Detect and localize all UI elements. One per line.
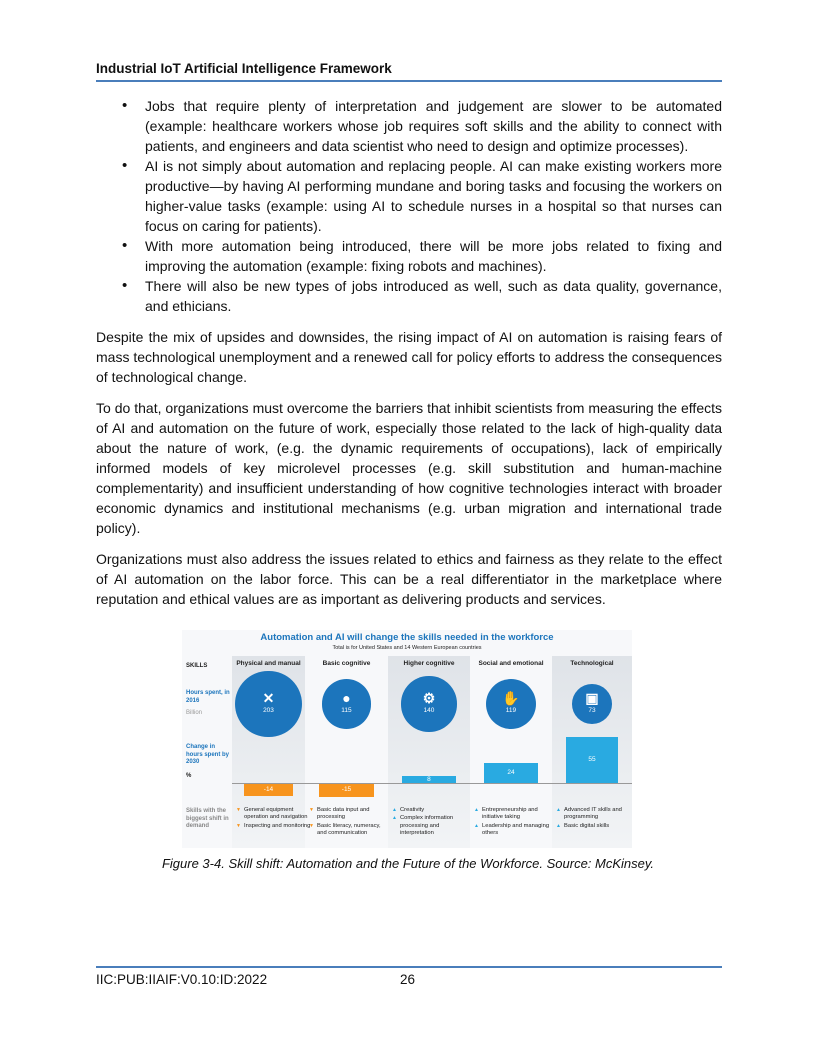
- hours-value: 203: [263, 706, 274, 714]
- hours-value: 119: [505, 706, 517, 714]
- footer-doc-id: IIC:PUB:IIAIF:V0.10:ID:2022: [96, 972, 268, 987]
- skill-column: [552, 656, 632, 848]
- header-divider: [96, 80, 722, 82]
- column-header: Higher cognitive: [403, 660, 455, 667]
- hours-circle: [572, 684, 612, 724]
- hours-label: Hours spent, in 2016: [186, 690, 230, 704]
- skill-shift-item: ▼ General equipment operation and navigation: [236, 807, 314, 822]
- skill-shift-item: ▼ Basic data input and processing: [309, 807, 387, 822]
- skills-label: SKILLS: [186, 663, 208, 669]
- hours-circle: [401, 676, 456, 731]
- skills-infographic: [182, 630, 632, 848]
- bullet-item: • There will also be new types of jobs introduced as well, such as data quality, governance, and ethicians.: [122, 276, 722, 316]
- figure-title: Automation and AI will change the skills needed in the workforce: [260, 632, 554, 643]
- body-text: [96, 96, 722, 609]
- zero-baseline: [232, 783, 632, 784]
- footer-divider: [96, 966, 722, 968]
- skill-shift-list: [556, 807, 632, 831]
- hours-circle: [486, 679, 537, 730]
- hours-unit: Billion: [186, 710, 203, 716]
- paragraph: To do that, organizations must overcome the barriers that inhibit scientists from measuring the effects of AI and automation on the future of work, especially those related to the lack of high-quality data about the nature of work, (e.g. the dynamic requirements of occupations), lack of empirically informed models of key microlevel processes (e.g. skill substitution and human-machine complementarity) and insufficient understanding of how cognitive technologies interact with broader economic dynamics and institutional mechanisms (e.g. urban migration and international trade policy).: [96, 400, 722, 536]
- skill-shift-item: ▲ Entrepreneurship and initiative taking: [474, 807, 552, 822]
- paragraph: Despite the mix of upsides and downsides, the rising impact of AI on automation is raising fears of mass technological unemployment and a renewed call for policy efforts to address the consequences of technological change.: [96, 329, 722, 385]
- skill-column: [388, 656, 470, 848]
- skill-column: [305, 656, 388, 848]
- skill-shift-list: [392, 807, 470, 838]
- running-header: Industrial IoT Artificial Intelligence Framework: [96, 61, 392, 76]
- change-bar: 55: [566, 737, 619, 783]
- bullet-item: • Jobs that require plenty of interpretation and judgement are slower to be automated (example: healthcare workers whose job requires soft skills and the ability to connect with patients, and engineers and data scientist who need to design and optimize processes).: [122, 96, 722, 156]
- hours-value: 140: [423, 706, 435, 714]
- head-lightbulb-icon: ●: [342, 689, 351, 706]
- page-number: 26: [400, 972, 416, 987]
- change-bar: -14: [244, 784, 292, 796]
- skill-shift-item: ▲ Advanced IT skills and programming: [556, 807, 632, 822]
- change-bar: 8: [402, 776, 456, 783]
- skill-shift-item: ▲ Leadership and managing others: [474, 823, 552, 838]
- skill-shift-item: ▲ Complex information processing and interpretation: [392, 815, 470, 837]
- skill-shift-item: ▼ Basic literacy, numeracy, and communication: [309, 823, 387, 838]
- bullet-item: • AI is not simply about automation and replacing people. AI can make existing workers more productive—by having AI performing mundane and boring tasks and focusing the workers on higher-value tasks (example: using AI to schedule nurses in a hospital so that nurses can focus on caring for patients).: [122, 156, 722, 236]
- skill-shift-item: ▲ Basic digital skills: [556, 823, 632, 830]
- shift-label: Skills with the biggest shift in demand: [186, 808, 229, 829]
- skill-column: [470, 656, 552, 848]
- skill-shift-item: ▲ Creativity: [392, 807, 470, 814]
- figure-subtitle: Total is for United States and 14 Western European countries: [332, 645, 482, 651]
- handshake-icon: ✋: [502, 689, 520, 706]
- change-label: Change in hours spent by 2030: [186, 744, 230, 765]
- wrench-screwdriver-icon: ✕: [262, 689, 275, 706]
- skill-shift-item: ▼ Inspecting and monitoring: [236, 823, 314, 830]
- bullet-item: • With more automation being introduced, there will be more jobs related to fixing and improving the automation (example: fixing robots and machines).: [122, 236, 722, 276]
- hours-circle: [322, 679, 372, 729]
- column-header: Physical and manual: [236, 660, 301, 667]
- change-bar: 24: [484, 763, 538, 783]
- figure-caption: Figure 3-4. Skill shift: Automation and the Future of the Workforce. Source: McKinsey.: [161, 856, 655, 871]
- column-header: Social and emotional: [478, 660, 544, 667]
- skill-shift-list: [309, 807, 387, 838]
- skill-shift-list: [474, 807, 552, 838]
- column-header: Basic cognitive: [322, 660, 371, 667]
- change-bar: -15: [319, 784, 374, 797]
- computer-icon: ▣: [585, 689, 599, 706]
- bullet-list: [122, 96, 722, 316]
- hours-circle: [235, 671, 301, 737]
- change-unit: %: [186, 773, 192, 779]
- hours-value: 73: [588, 706, 596, 714]
- skill-column: [232, 656, 311, 848]
- column-header: Technological: [570, 660, 614, 667]
- hours-value: 115: [341, 706, 352, 714]
- paragraph: Organizations must also address the issues related to ethics and fairness as they relate to the effect of AI automation on the labor force. This can be a real differentiator in the marketplace where reputation and ethical values are as important as delivering products and services.: [96, 551, 722, 607]
- skill-shift-list: [236, 807, 314, 831]
- head-gears-icon: ⚙: [422, 689, 436, 706]
